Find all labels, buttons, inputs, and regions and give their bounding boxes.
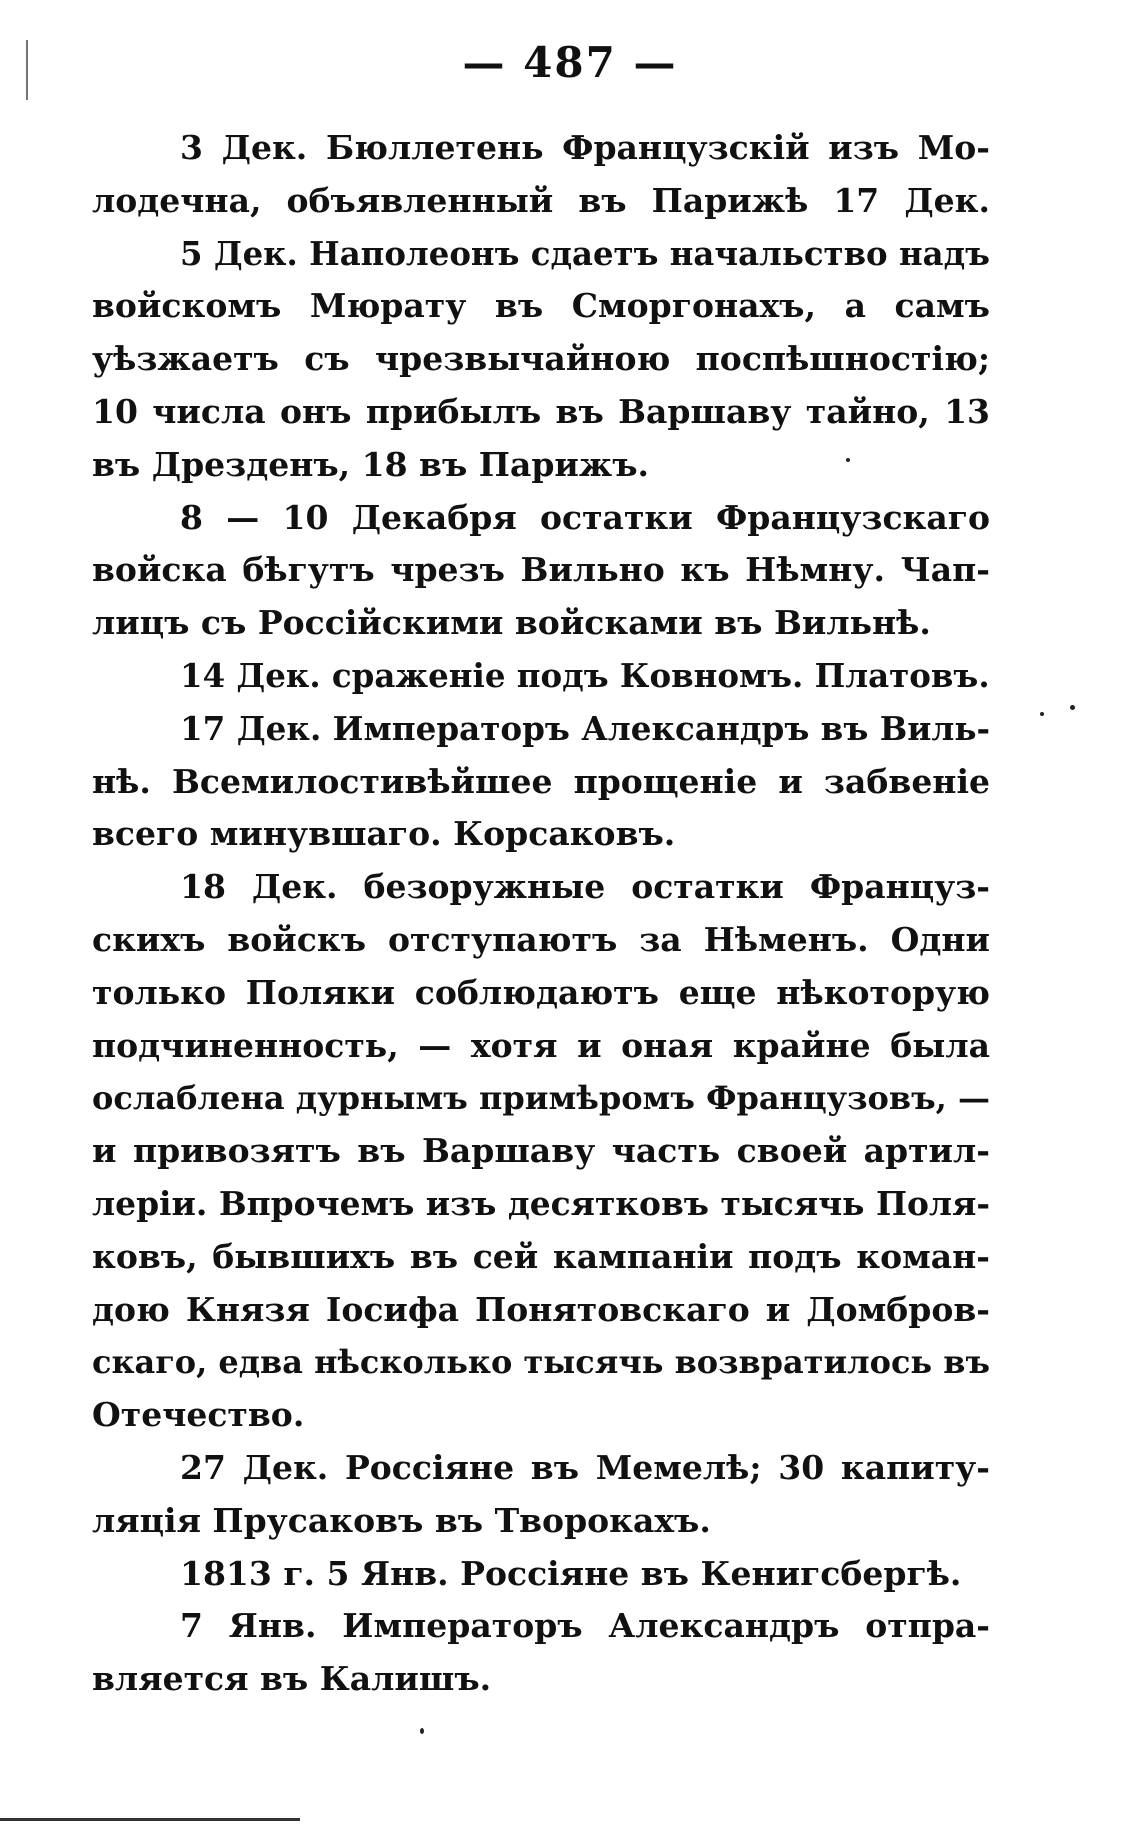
text-line: 10 числа онъ прибылъ въ Варшаву тайно, 13 bbox=[92, 391, 990, 431]
body-text bbox=[92, 122, 990, 1706]
text-line: леріи. Впрочемъ изъ десятковъ тысячь Поля- bbox=[92, 1183, 990, 1223]
text-line: въ Дрезденъ, 18 въ Парижъ. bbox=[92, 444, 650, 484]
text-line: и привозятъ въ Варшаву часть своей артил- bbox=[92, 1131, 990, 1171]
text-line: нѣ. Всемилостивѣйшее прощеніе и забвеніе bbox=[92, 761, 990, 801]
text-line: ляція Прусаковъ въ Творокахъ. bbox=[92, 1500, 711, 1540]
text-line: 7 Янв. Императоръ Александръ отпра- bbox=[180, 1606, 990, 1646]
text-line: скаго, едва нѣсколько тысячь возвратилось въ bbox=[92, 1343, 990, 1382]
text-line: лицъ съ Россійскими войсками въ Вильнѣ. bbox=[92, 603, 931, 643]
text-line: 27 Дек. Россіяне въ Мемелѣ; 30 капиту- bbox=[180, 1447, 990, 1487]
text-line: вляется въ Калишъ. bbox=[92, 1659, 492, 1699]
text-line: 14 Дек. сраженіе подъ Ковномъ. Платовъ. bbox=[180, 656, 990, 695]
text-line: 3 Дек. Бюллетень Французскій изъ Мо- bbox=[180, 128, 990, 167]
text-line: войска бѣгутъ чрезъ Вильно къ Нѣмну. Чап- bbox=[92, 550, 990, 590]
text-line: дою Князя Іосифа Понятовскаго и Домбров- bbox=[92, 1289, 990, 1329]
scan-speck bbox=[420, 1728, 424, 1734]
text-line: лодечна, объявленный въ Парижѣ 17 Дек. bbox=[92, 180, 990, 220]
text-line: 8 — 10 Декабря остатки Французскаго bbox=[180, 497, 990, 537]
text-line: 1813 г. 5 Янв. Россіяне въ Кенигсбергѣ. bbox=[180, 1553, 962, 1593]
text-line: войскомъ Мюрату въ Сморгонахъ, а самъ bbox=[92, 286, 990, 326]
text-line: 5 Дек. Наполеонъ сдаетъ начальство надъ bbox=[180, 234, 990, 273]
text-line: всего минувшаго. Корсаковъ. bbox=[92, 814, 676, 854]
scan-speck bbox=[1040, 712, 1044, 716]
text-line: только Поляки соблюдаютъ еще нѣкоторую bbox=[92, 972, 990, 1012]
text-line: 17 Дек. Императоръ Александръ въ Виль- bbox=[180, 708, 990, 748]
scan-speck bbox=[846, 458, 850, 462]
text-line: ковъ, бывшихъ въ сей кампаніи подъ коман- bbox=[92, 1236, 990, 1276]
text-line: Отечество. bbox=[92, 1395, 305, 1435]
text-line: скихъ войскъ отступаютъ за Нѣменъ. Одни bbox=[92, 919, 990, 959]
text-line: уѣзжаетъ съ чрезвычайною поспѣшностію; bbox=[92, 339, 990, 379]
text-line: ослаблена дурнымъ примѣромъ Французовъ, — bbox=[92, 1079, 990, 1118]
scan-speck bbox=[1070, 705, 1075, 710]
text-line: подчиненность, — хотя и оная крайне была bbox=[92, 1025, 990, 1065]
text-line: 18 Дек. безоружные остатки Француз- bbox=[180, 867, 990, 907]
scan-bottom-edge bbox=[0, 1818, 300, 1821]
page-number: — 487 — bbox=[462, 38, 678, 87]
